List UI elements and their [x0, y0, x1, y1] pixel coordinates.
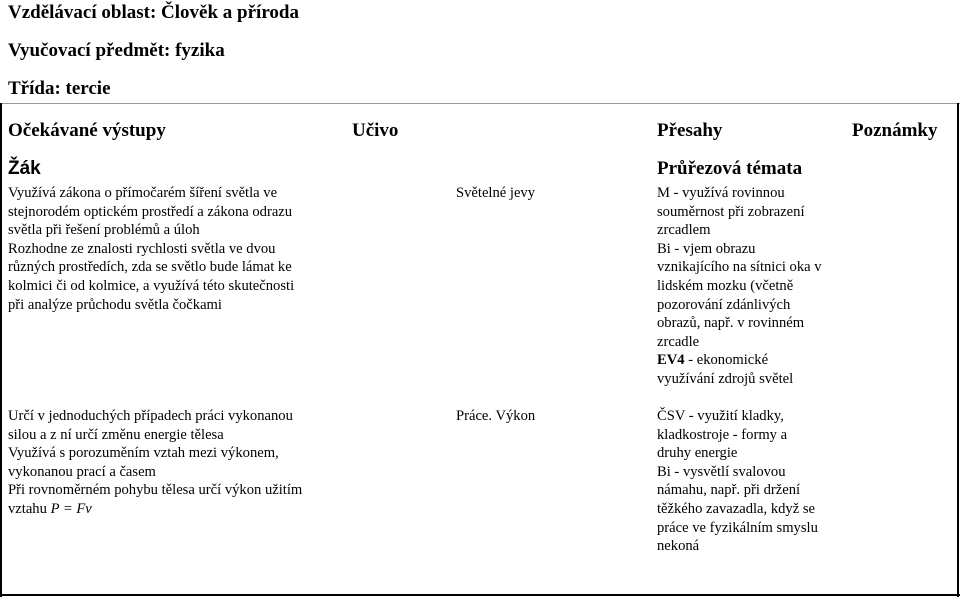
row2-output-line: Při rovnoměrném pohybu tělesa určí výkon užitím: [8, 482, 303, 499]
row2-overlaps: [657, 407, 818, 556]
row2-output-line: Určí v jednoduchých případech práci vykonanou: [8, 408, 293, 424]
row1-output-line: při analýze průchodu světla čočkami: [8, 296, 222, 313]
ev4-text: - ekonomické: [684, 352, 769, 369]
formula-prefix: vztahu: [8, 500, 51, 517]
row2-overlap-line: kladkostroje - formy a: [657, 426, 788, 443]
row2-overlap-line: ČSV - využití kladky,: [657, 408, 784, 424]
column-header-notes: Poznámky: [852, 120, 938, 141]
subject-heading: Vyučovací předmět: fyzika: [8, 40, 225, 61]
row1-overlap-line: Bi - vjem obrazu: [657, 240, 756, 257]
row2-output-line: vykonanou prací a časem: [8, 463, 156, 480]
row2-overlap-line: druhy energie: [657, 445, 738, 462]
row1-overlap-line: vznikajícího na sítnici oka v: [657, 259, 822, 276]
row1-output-line: Využívá zákona o přímočarém šíření světla ve: [8, 185, 278, 201]
column-header-curriculum: Učivo: [352, 120, 399, 141]
area-heading: Vzdělávací oblast: Člověk a příroda: [8, 2, 299, 23]
row2-overlap-line: nekoná: [657, 538, 700, 555]
row1-overlap-line: zrcadlem: [657, 222, 711, 239]
ev4-code: EV4: [657, 352, 685, 369]
column-header-outputs: Očekávané výstupy: [8, 120, 166, 141]
row1-output-line: kolmici či od kolmice, a využívá této skutečnosti: [8, 277, 295, 294]
cross-curricular-subheader: Průřezová témata: [657, 158, 803, 179]
row1-overlap-line: využívání zdrojů světel: [657, 370, 794, 387]
row1-overlap-line: lidském mozku (včetně: [657, 277, 794, 294]
row1-output-line: Rozhodne ze znalosti rychlosti světla ve dvou: [8, 240, 276, 257]
row1-overlaps: [657, 184, 822, 389]
row2-output-line: silou a z ní určí změnu energie tělesa: [8, 426, 224, 443]
class-heading: Třída: tercie: [8, 78, 111, 99]
power-formula: P = Fv: [50, 500, 92, 517]
row2-overlap-line: námahu, např. při držení: [657, 482, 801, 499]
row1-overlap-line: zrcadle: [657, 333, 700, 350]
row1-outputs: [8, 184, 294, 314]
row2-overlap-line: Bi - vysvětlí svalovou: [657, 463, 786, 480]
table-bottom-border: [0, 594, 960, 596]
column-header-overlaps: Přesahy: [657, 120, 723, 141]
row2-outputs: [8, 407, 302, 519]
table-right-border: [957, 103, 959, 597]
row1-overlap-line: M - využívá rovinnou: [657, 185, 785, 201]
row1-overlap-line: pozorování zdánlivých: [657, 296, 791, 313]
row1-output-line: stejnorodém optickém prostředí a zákona odrazu: [8, 203, 293, 220]
pupil-subheader: Žák: [8, 158, 41, 179]
row1-output-line: různých prostředích, zda se světlo bude lámat ke: [8, 259, 292, 276]
row1-curriculum-text: Světelné jevy: [456, 185, 536, 201]
table-left-border: [0, 103, 2, 597]
table-top-border: [0, 103, 960, 104]
row1-overlap-line: souměrnost při zobrazení: [657, 203, 805, 220]
row2-overlap-line: těžkého zavazadla, když se: [657, 500, 816, 517]
row2-output-formula-line: [8, 500, 302, 519]
row2-curriculum: [456, 407, 535, 426]
row2-curriculum-text: Práce. Výkon: [456, 408, 536, 424]
row1-overlap-ev-line: [657, 351, 822, 370]
row1-output-line: světla při řešení problémů a úloh: [8, 222, 200, 239]
row2-output-line: Využívá s porozuměním vztah mezi výkonem,: [8, 445, 279, 462]
row2-overlap-line: práce ve fyzikálním smyslu: [657, 519, 818, 536]
row1-overlap-line: obrazů, např. v rovinném: [657, 315, 805, 332]
row1-curriculum: [456, 184, 535, 203]
